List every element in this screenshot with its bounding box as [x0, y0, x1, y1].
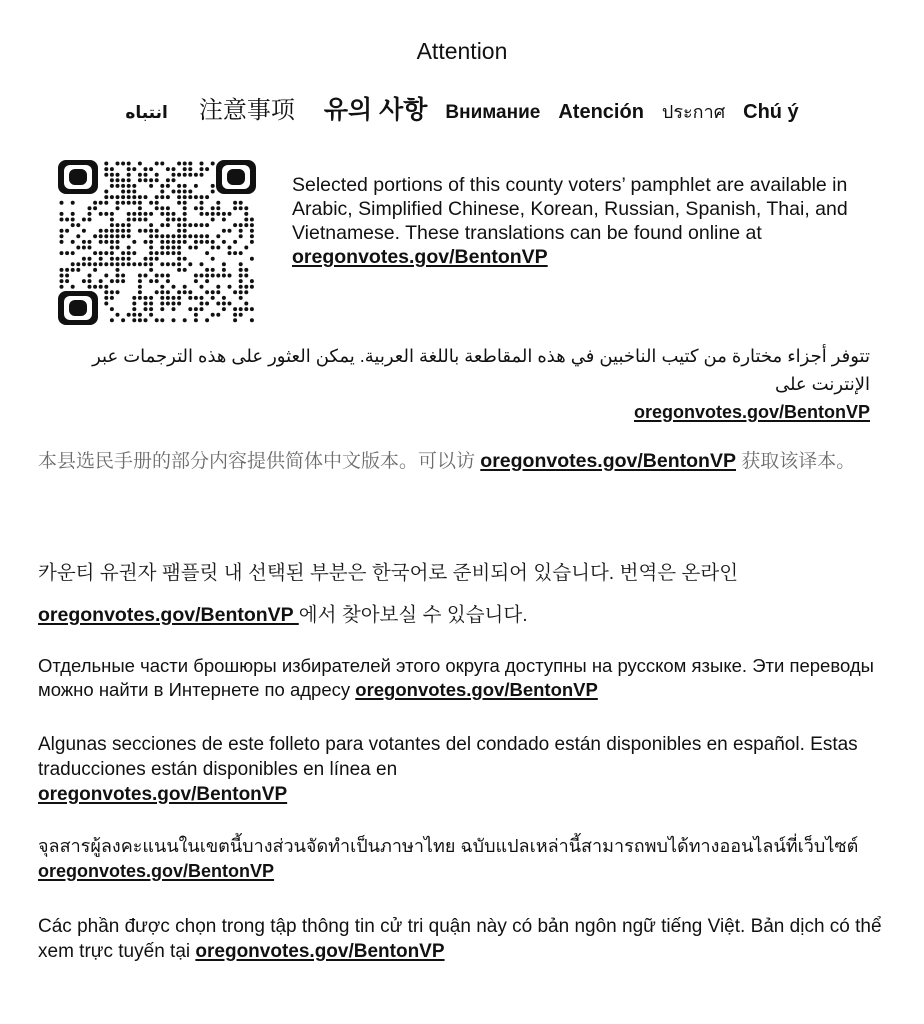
korean-link[interactable]: oregonvotes.gov/BentonVP [38, 604, 299, 626]
spanish-text: Algunas secciones de este folleto para votantes del condado están disponibles en español. Estas traducciones están disponibles en línea en [38, 734, 858, 780]
arabic-text: تتوفر أجزاء مختارة من كتيب الناخبين في هذه المقاطعة باللغة العربية. يمكن العثور على هذه الترجمات عبر الإنترنت على [92, 346, 870, 394]
chinese-link[interactable]: oregonvotes.gov/BentonVP [480, 450, 736, 472]
attention-thai: ประกาศ [661, 102, 726, 122]
attention-vietnamese: Chú ý [743, 101, 799, 123]
vietnamese-text: Các phần được chọn trong tập thông tin cử tri quận này có bản ngôn ngữ tiếng Việt. Bản dịch có thể xem trực tuyến tại [38, 916, 882, 962]
chinese-text-before: 本县选民手册的部分内容提供简体中文版本。可以访 [38, 451, 481, 472]
chinese-section [38, 440, 878, 483]
intro-text: Selected portions of this county voters’ pamphlet are available in Arabic, Simplified Chinese, Korean, Russian, Spanish, Thai, and Vietnamese. These translations can be found online at [292, 174, 848, 244]
russian-text: Отдельные части брошюры избирателей этого округа доступны на русском языке. Эти переводы можно найти в Интернете по адресу [38, 655, 874, 700]
attention-translations [0, 90, 924, 126]
korean-text-before: 카운티 유권자 팸플릿 내 선택된 부분은 한국어로 준비되어 있습니다. 번역은 온라인 [38, 562, 739, 584]
attention-korean: 유의 사항 [323, 96, 428, 124]
vietnamese-section [38, 914, 888, 964]
vietnamese-link[interactable]: oregonvotes.gov/BentonVP [195, 941, 445, 962]
thai-link[interactable]: oregonvotes.gov/BentonVP [38, 861, 275, 881]
attention-arabic: انتباه [125, 103, 168, 122]
attention-russian: Внимание [445, 102, 541, 123]
intro-paragraph [292, 173, 872, 269]
arabic-link[interactable]: oregonvotes.gov/BentonVP [633, 402, 870, 422]
chinese-text-after: 获取该译本。 [735, 451, 856, 472]
arabic-section [30, 342, 870, 426]
attention-chinese: 注意事项 [198, 97, 295, 124]
attention-spanish: Atención [558, 101, 644, 123]
intro-link[interactable]: oregonvotes.gov/BentonVP [292, 246, 548, 268]
spanish-link[interactable]: oregonvotes.gov/BentonVP [38, 784, 288, 805]
russian-section [38, 654, 888, 702]
russian-link[interactable]: oregonvotes.gov/BentonVP [355, 679, 598, 700]
thai-text: จุลสารผู้ลงคะแนนในเขตนี้บางส่วนจัดทำเป็นภาษาไทย ฉบับแปลเหล่านี้สามารถพบได้ทางออนไลน์ที่เว็บไซต์ [38, 836, 859, 856]
qr-code-icon[interactable] [58, 160, 256, 325]
spanish-section [38, 732, 888, 807]
thai-section [38, 834, 888, 884]
korean-text-after: 에서 찾아보실 수 있습니다. [298, 604, 528, 626]
page-title: Attention [416, 38, 508, 64]
korean-section [38, 552, 878, 636]
